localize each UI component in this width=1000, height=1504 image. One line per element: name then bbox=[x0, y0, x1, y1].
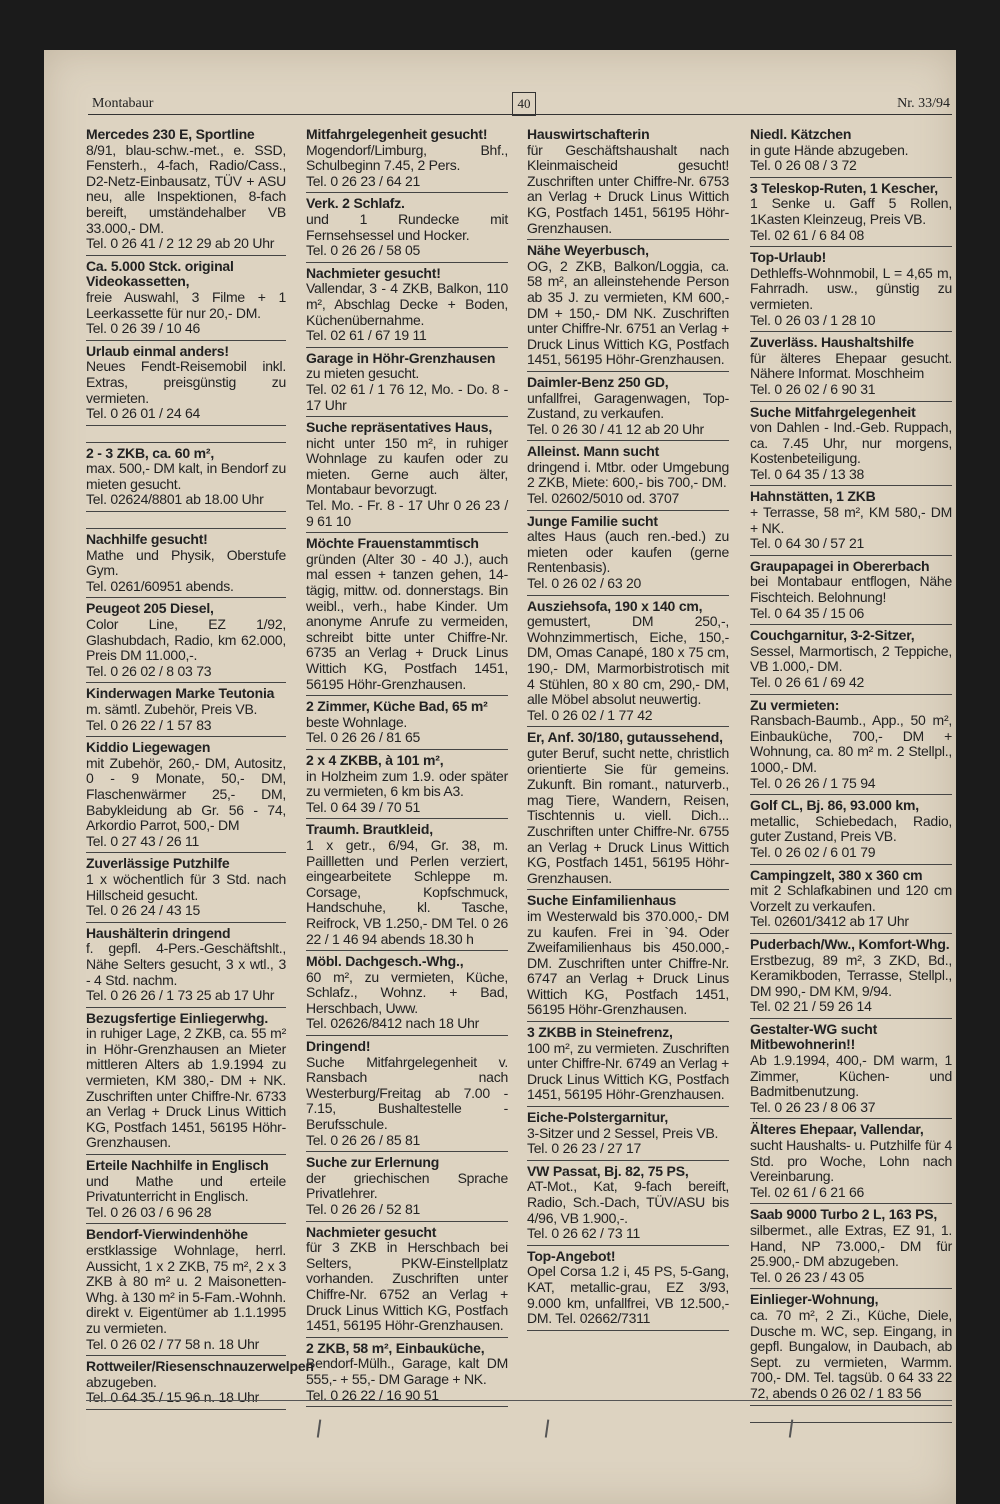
ad-phone: Tel. 0 26 24 / 43 15 bbox=[86, 902, 201, 919]
classified-ad bbox=[306, 752, 508, 819]
ad-body: Suche Mitfahrgelegenheit v. Ransbach nach Westerburg/Freitag ab 7.00 - 7.15, Bushaltestelle - Berufsschule. bbox=[306, 1053, 508, 1133]
ad-body: f. gepfl. 4-Pers.-Geschäftshlt., Nähe Selters gesucht, 3 x wtl., 3 - 4 Std. nachm. bbox=[86, 940, 286, 988]
ad-headline: Alleinst. Mann sucht bbox=[527, 443, 660, 460]
ad-body: erstklassige Wohnlage, herrl. Aussicht, 1 x 2 ZKB, 75 m², 2 x 3 ZKB à 80 m² u. 2 Maisonetten-Whg. à 130 m² in 5-Fam.-Wohnh. direkt v. Eigentümer ab 1.1.1995 zu vermieten. bbox=[86, 1242, 286, 1336]
classified-ad bbox=[750, 334, 952, 401]
classified-ad bbox=[527, 892, 729, 1022]
ad-body: Neues Fendt-Reisemobil inkl. Extras, preisgünstig zu vermieten. bbox=[86, 358, 286, 406]
ad-body: AT-Mot., Kat, 9-fach bereift, Radio, Sch.-Dach, TÜV/ASU bis 4/96, VB 1.900,-. bbox=[527, 1178, 729, 1226]
ad-headline: Top-Urlaub! bbox=[750, 249, 827, 266]
ad-body: 8/91, blau-schw.-met., e. SSD, Fensterh., 4-fach, Radio/Cass., D2-Netz-Einbausatz, TÜV + ASU neu, alle Inspektionen, 8-fach bereift, umständehalber VB 33.000,- DM. bbox=[86, 141, 286, 236]
ad-body: gemustert, DM 250,-, Wohnzimmertisch, Eiche, 150,- DM, Omas Canapé, 180 x 75 cm, 190,- DM, Marmorbistrotisch mit 4 Stühlen, 80 x 80 cm, 290,- DM, alle Möbel absolut neuwertig. bbox=[527, 613, 729, 708]
classified-ad bbox=[750, 627, 952, 694]
ad-phone: Tel. 0 26 30 / 41 12 ab 20 Uhr bbox=[527, 420, 704, 437]
ad-headline: Garage in Höhr-Grenzhausen bbox=[306, 349, 496, 366]
classified-ad bbox=[527, 126, 729, 240]
classified-ad bbox=[86, 855, 286, 922]
classifieds-column-1 bbox=[86, 126, 314, 1412]
ad-body: von Dahlen - Ind.-Geb. Ruppach, ca. 7.45 Uhr, nur morgens, Kostenbeteiligung. bbox=[750, 419, 952, 467]
ad-phone: Tel. 0 26 23 / 43 05 bbox=[750, 1268, 865, 1285]
ad-body: OG, 2 ZKB, Balkon/Loggia, ca. 58 m², an alleinstehende Person ab 35 J. zu vermieten, KM 600,- DM + 150,- DM NK. Zuschriften unter Chiffre-Nr. 6751 an Verlag + Druck Linus Wittich KG, Postfach 1451, 56195 Höhr-Grenzhausen. bbox=[527, 257, 729, 368]
classified-ad bbox=[306, 1224, 508, 1338]
ad-phone: Tel. 0 27 43 / 26 11 bbox=[86, 832, 200, 849]
ad-headline: Golf CL, Bj. 86, 93.000 km, bbox=[750, 797, 919, 814]
classified-ad bbox=[86, 343, 286, 426]
ad-phone: Tel. 0 26 41 / 2 12 29 ab 20 Uhr bbox=[86, 235, 275, 252]
ad-body: zu mieten gesucht. bbox=[306, 365, 420, 382]
classified-ad bbox=[527, 374, 729, 441]
classified-ad bbox=[527, 443, 729, 510]
ad-phone: Tel. 02 61 / 6 21 66 bbox=[750, 1183, 865, 1200]
ad-phone: Tel. Mo. - Fr. 8 - 17 Uhr 0 26 23 / 9 61 10 bbox=[306, 497, 508, 529]
classified-ad bbox=[750, 249, 952, 332]
ad-headline: Ausziehsofa, 190 x 140 cm, bbox=[527, 597, 703, 614]
ad-body: in gute Hände abzugeben. bbox=[750, 141, 909, 158]
classified-ad bbox=[527, 598, 729, 728]
ad-body: + Terrasse, 58 m², KM 580,- DM + NK. bbox=[750, 504, 952, 536]
ad-phone: Tel. 0 64 30 / 57 21 bbox=[750, 535, 865, 552]
ad-phone: Tel. 0 26 26 / 85 81 bbox=[306, 1131, 421, 1148]
classified-ad bbox=[86, 685, 286, 737]
ad-headline: 3 Teleskop-Ruten, 1 Kescher, bbox=[750, 179, 938, 196]
ad-headline: Campingzelt, 380 x 360 cm bbox=[750, 866, 923, 883]
ad-body: ca. 70 m², 2 Zi., Küche, Diele, Dusche m. WC, sep. Eingang, in gepfl. Bungalow, in Daubach, ab Sept. zu vermieten, Warmm. 700,- DM. Tel. tagsüb. 0 64 33 22 72, abends 0 26 02 / 1 83 56 bbox=[750, 1306, 952, 1401]
ad-headline: Mitfahrgelegenheit gesucht! bbox=[306, 126, 488, 142]
ad-headline: Mercedes 230 E, Sportline bbox=[86, 126, 255, 142]
ad-phone: Tel. 0 26 01 / 24 64 bbox=[86, 405, 201, 422]
classified-ad bbox=[306, 1038, 508, 1152]
ad-headline: VW Passat, Bj. 82, 75 PS, bbox=[527, 1162, 689, 1179]
ad-phone: Tel. 0 64 39 / 70 51 bbox=[306, 798, 421, 815]
pencil-mark-icon bbox=[545, 1420, 555, 1439]
ad-phone: Tel. 0 26 23 / 64 21 bbox=[306, 172, 421, 189]
ad-headline: Suche Mitfahrgelegenheit bbox=[750, 403, 916, 420]
classified-ad bbox=[750, 797, 952, 864]
classified-ad bbox=[750, 126, 952, 178]
ad-phone: Tel. 02624/8801 ab 18.00 Uhr bbox=[86, 491, 264, 508]
ad-phone: Tel. 0 26 22 / 1 57 83 bbox=[86, 716, 212, 733]
ad-phone: Tel. 0 26 02 / 8 03 73 bbox=[86, 662, 212, 679]
ad-body: der griechischen Sprache Privatlehrer. bbox=[306, 1169, 508, 1202]
ad-body: Opel Corsa 1.2 i, 45 PS, 5-Gang, KAT, metallic-grau, EZ 3/93, 9.000 km, unfallfrei, VB 12.500,- DM. Tel. 02662/7311 bbox=[527, 1263, 729, 1327]
ad-phone: Tel. 0 64 35 / 13 38 bbox=[750, 465, 865, 482]
issue-number: Nr. 33/94 bbox=[897, 96, 950, 111]
classifieds-column-4 bbox=[750, 126, 952, 1425]
ad-headline: Suche Einfamilienhaus bbox=[527, 892, 677, 909]
ad-phone: Tel. 0 26 26 / 52 81 bbox=[306, 1201, 421, 1217]
ad-headline: Kinderwagen Marke Teutonia bbox=[86, 685, 275, 702]
ad-body: dringend i. Mtbr. oder Umgebung 2 ZKB, Miete: 600,- bis 700,- DM. bbox=[527, 458, 729, 491]
ad-body: sucht Haushalts- u. Putzhilfe für 4 Std. pro Woche, Lohn nach Vereinbarung. bbox=[750, 1137, 952, 1185]
ad-phone: Tel. 0 26 02 / 1 77 42 bbox=[527, 706, 653, 723]
classified-ad bbox=[306, 126, 508, 193]
ad-headline: Möchte Frauenstammtisch bbox=[306, 535, 479, 552]
classified-ad bbox=[750, 180, 952, 247]
ad-headline: Zu vermieten: bbox=[750, 696, 840, 713]
ad-body: metallic, Schiebedach, Radio, guter Zustand, Preis VB. bbox=[750, 812, 952, 845]
ad-body: silbermet., alle Extras, EZ 91, 1. Hand, NP 73.000,- DM für 25.900,- DM abzugeben. bbox=[750, 1222, 952, 1270]
ad-body: mit 2 Schlafkabinen und 120 cm Vorzelt zu verkaufen. bbox=[750, 882, 952, 914]
header-rule bbox=[88, 114, 952, 115]
ad-headline: Verk. 2 Schlafz. bbox=[306, 195, 405, 212]
ad-headline: Hauswirtschafterin bbox=[527, 126, 650, 142]
ad-phone: Tel. 0 26 26 / 1 73 25 ab 17 Uhr bbox=[86, 987, 275, 1004]
ad-body: abzugeben. bbox=[86, 1373, 157, 1390]
classified-ad bbox=[306, 265, 508, 348]
ad-headline: Niedl. Kätzchen bbox=[750, 126, 852, 142]
ad-phone: Tel. 0 26 23 / 8 06 37 bbox=[750, 1098, 876, 1115]
classified-ad bbox=[306, 350, 508, 417]
ad-phone: Tel. 0 64 35 / 15 06 bbox=[750, 604, 865, 621]
classified-ad bbox=[527, 513, 729, 596]
ad-headline: Bezugsfertige Einliegerwhg. bbox=[86, 1009, 269, 1026]
classified-ad bbox=[86, 1010, 286, 1155]
ad-body: guter Beruf, sucht nette, christlich orientierte Sie für gemeins. Zukunft. Bin romant., naturverb., mag Tiere, Wandern, Reisen, Tischtennis u. viell. Dich... Zuschriften unter Chiffre-Nr. 6755 an Verlag + Druck Linus Wittich KG, Postfach 1451, 56195 Höhr-Grenzhausen. bbox=[527, 744, 729, 886]
classified-ad bbox=[750, 1291, 952, 1405]
ad-headline: Möbl. Dachgesch.-Whg., bbox=[306, 953, 464, 970]
ad-body: und 1 Rundecke mit Fernsehsessel und Hocker. bbox=[306, 210, 508, 243]
ad-body: unfallfrei, Garagenwagen, Top-Zustand, zu verkaufen. bbox=[527, 389, 729, 422]
page-number: 40 bbox=[512, 92, 536, 116]
ad-body: 3-Sitzer und 2 Sessel, Preis VB. bbox=[527, 1124, 719, 1141]
ad-headline: Graupapagei in Obererbach bbox=[750, 557, 930, 574]
ad-headline: Saab 9000 Turbo 2 L, 163 PS, bbox=[750, 1206, 938, 1223]
ad-phone: Tel. 0 26 02 / 6 90 31 bbox=[750, 380, 876, 397]
ad-body: Color Line, EZ 1/92, Glashubdach, Radio, km 62.000, Preis DM 11.000,-. bbox=[86, 616, 286, 664]
ad-headline: Er, Anf. 30/180, gutaussehend, bbox=[527, 729, 723, 746]
classified-ad bbox=[86, 925, 286, 1008]
ad-body: für älteres Ehepaar gesucht. Nähere Informat. Moschheim bbox=[750, 349, 952, 382]
ad-body: und Mathe und erteile Privatunterricht in Englisch. bbox=[86, 1172, 286, 1205]
ad-phone: Tel. 0 26 02 / 6 01 79 bbox=[750, 843, 876, 860]
ad-phone: Tel. 02 61 / 1 76 12, Mo. - Do. 8 - 17 Uhr bbox=[306, 380, 508, 413]
classified-ad bbox=[306, 1340, 508, 1407]
ad-headline: Urlaub einmal anders! bbox=[86, 342, 229, 359]
ad-body: beste Wohnlage. bbox=[306, 713, 408, 730]
ad-headline: Haushälterin dringend bbox=[86, 924, 231, 941]
classified-ad bbox=[750, 404, 952, 487]
classified-ad bbox=[306, 535, 508, 696]
classified-ad bbox=[750, 1021, 952, 1120]
ad-phone: Tel. 02602/5010 od. 3707 bbox=[527, 490, 680, 507]
ad-body: 60 m², zu vermieten, Küche, Schlafz., Wohnz. + Bad, Herschbach, Uww. bbox=[306, 968, 508, 1016]
header-location: Montabaur bbox=[92, 96, 154, 111]
ad-headline: Suche repräsentatives Haus, bbox=[306, 419, 493, 436]
classified-ad bbox=[306, 419, 508, 533]
ad-phone: Tel. 0 26 26 / 81 65 bbox=[306, 729, 421, 746]
ad-headline: Eiche-Polstergarnitur, bbox=[527, 1109, 669, 1126]
ad-body: Sessel, Marmortisch, 2 Teppiche, VB 1.000,- DM. bbox=[750, 642, 952, 675]
ad-body: max. 500,- DM kalt, in Bendorf zu mieten gesucht. bbox=[86, 460, 286, 492]
ad-phone: Tel. 02601/3412 ab 17 Uhr bbox=[750, 913, 909, 930]
ad-headline: Junge Familie sucht bbox=[527, 512, 658, 529]
classified-ad bbox=[306, 698, 508, 750]
ad-headline: Hahnstätten, 1 ZKB bbox=[750, 488, 876, 505]
ad-headline: Gestalter-WG sucht Mitbewohnerin!! bbox=[750, 1020, 878, 1053]
ad-body: Erstbezug, 89 m², 3 ZKD, Bd., Keramikboden, Terrasse, Stellpl., DM 990,- DM KM, 9/94. bbox=[750, 951, 952, 999]
ad-headline: Einlieger-Wohnung, bbox=[750, 1291, 879, 1308]
classified-ad bbox=[527, 1163, 729, 1246]
classified-ad bbox=[527, 242, 729, 372]
ad-body: altes Haus (auch ren.-bed.) zu mieten oder kaufen (gerne Rentenbasis). bbox=[527, 528, 729, 576]
classified-ad bbox=[306, 1154, 508, 1221]
ad-headline: Nachhilfe gesucht! bbox=[86, 531, 208, 548]
classified-ad bbox=[306, 821, 508, 951]
binding-marks bbox=[0, 1420, 1000, 1460]
ad-body: Ransbach-Baumb., App., 50 m², Einbauküche, 700,- DM + Wohnung, ca. 80 m² m. 2 Stellpl., 1000,- DM. bbox=[750, 712, 952, 775]
classified-ad bbox=[750, 1206, 952, 1289]
ad-body: Vallendar, 3 - 4 ZKB, Balkon, 110 m², Abschlag Decke + Boden, Küchenübernahme. bbox=[306, 280, 508, 328]
ad-phone: Tel. 0 26 39 / 10 46 bbox=[86, 320, 201, 337]
classified-ad bbox=[86, 1157, 286, 1224]
ad-body: im Westerwald bis 370.000,- DM zu kaufen. Frei in `94. Oder Zweifamilienhaus bis 450.000,- DM. Zuschriften unter Chiffre-Nr. 6747 an Verlag + Druck Linus Wittich KG, Postfach 1451, 56195 Höhr-Grenzhausen. bbox=[527, 907, 729, 1018]
ad-headline: 2 x 4 ZKBB, à 101 m², bbox=[306, 751, 444, 768]
ad-body: m. sämtl. Zubehör, Preis VB. bbox=[86, 701, 258, 717]
classified-ad bbox=[86, 739, 286, 853]
classified-ad bbox=[86, 1226, 286, 1356]
ad-phone: Tel. 0 26 23 / 27 17 bbox=[527, 1140, 642, 1157]
empty-ad-slot bbox=[86, 428, 286, 443]
ad-phone: Tel. 0 26 02 / 77 58 n. 18 Uhr bbox=[86, 1335, 260, 1352]
ad-headline: 2 ZKB, 58 m², Einbauküche, bbox=[306, 1339, 485, 1356]
classifieds-column-2 bbox=[306, 126, 508, 1409]
ad-body: Mathe und Physik, Oberstufe Gym. bbox=[86, 546, 286, 579]
page-header bbox=[88, 92, 952, 118]
ad-body: freie Auswahl, 3 Filme + 1 Leerkassette für nur 20,- DM. bbox=[86, 288, 286, 321]
rule-line bbox=[86, 1400, 952, 1401]
classifieds-column-3 bbox=[527, 126, 729, 1333]
ad-body: gründen (Alter 30 - 40 J.), auch mal essen + tanzen gehen, 14-tägig, mittw. od. donnerstags. Bin weibl., verh., habe Kinder. Um anonyme Anrufe zu vermeiden, schreibt bitte unter Chiffre-Nr. 6735 an Verlag + Druck Linus Wittich KG, Postfach 1451, 56195 Höhr-Grenzhausen. bbox=[306, 550, 508, 692]
ad-body: 100 m², zu vermieten. Zuschriften unter Chiffre-Nr. 6749 an Verlag + Druck Linus Wittich KG, Postfach 1451, 56195 Höhr-Grenzhausen. bbox=[527, 1039, 729, 1103]
ad-phone: Tel. 02 61 / 6 84 08 bbox=[750, 226, 865, 243]
ad-body: Mogendorf/Limburg, Bhf., Schulbeginn 7.45, 2 Pers. bbox=[306, 141, 508, 174]
ad-headline: Älteres Ehepaar, Vallendar, bbox=[750, 1121, 924, 1138]
ad-headline: Zuverlässige Putzhilfe bbox=[86, 855, 230, 872]
ad-phone: Tel. 0 26 22 / 16 90 51 bbox=[306, 1386, 439, 1403]
ad-headline: Daimler-Benz 250 GD, bbox=[527, 373, 669, 390]
ad-phone: Tel. 0 64 35 / 15 96 n. 18 Uhr bbox=[86, 1389, 260, 1406]
ad-headline: Nachmieter gesucht! bbox=[306, 264, 441, 281]
classified-ad bbox=[86, 126, 286, 256]
ad-phone: Tel. 0261/60951 abends. bbox=[86, 577, 234, 594]
ad-phone: Tel. 0 26 26 / 58 05 bbox=[306, 242, 421, 259]
ad-headline: Top-Angebot! bbox=[527, 1247, 616, 1264]
ad-headline: Nähe Weyerbusch, bbox=[527, 242, 649, 259]
classified-ad bbox=[527, 1248, 729, 1331]
classified-ad bbox=[527, 1024, 729, 1107]
classified-ad bbox=[86, 600, 286, 683]
ad-body: in ruhiger Lage, 2 ZKB, ca. 55 m² in Höhr-Grenzhausen an Mieter mittleren Alters ab 1.9.1994 zu vermieten, KM 380,- DM + NK. Zuschriften unter Chiffre-Nr. 6733 an Verlag + Druck Linus Wittich KG, Postfach 1451, 56195 Höhr-Grenzhausen. bbox=[86, 1025, 286, 1151]
classified-ad bbox=[86, 531, 286, 598]
ad-headline: Kiddio Liegewagen bbox=[86, 739, 211, 756]
classified-ad bbox=[750, 867, 952, 934]
classified-ad bbox=[86, 445, 286, 512]
ad-body: 1 x getr., 6/94, Gr. 38, m. Paillletten und Perlen verziert, eingearbeitete Schleppe m. Corsage, Kopfschmuck, Handschuhe, kl. Tasche, Reifrock, VB 1.250,- DM Tel. 0 26 22 / 1 46 94 abends 18.30 h bbox=[306, 836, 508, 947]
ad-phone: Tel. 02 61 / 67 19 11 bbox=[306, 327, 427, 344]
ad-headline: Suche zur Erlernung bbox=[306, 1154, 440, 1171]
ad-phone: Tel. 0 26 08 / 3 72 bbox=[750, 157, 857, 174]
classified-ad bbox=[750, 936, 952, 1019]
ad-body: Ab 1.9.1994, 400,- DM warm, 1 Zimmer, Küchen- und Badmitbenutzung. bbox=[750, 1052, 952, 1100]
pencil-mark-icon bbox=[317, 1420, 327, 1439]
ad-body: Dethleffs-Wohnmobil, L = 4,65 m, Fahrradh. usw., günstig zu vermieten. bbox=[750, 264, 952, 312]
ad-headline: Rottweiler/Riesenschnauzerwelpen bbox=[86, 1358, 314, 1375]
ad-body: Bendorf-Mülh., Garage, kalt DM 555,- + 55,- DM Garage + NK. bbox=[306, 1355, 508, 1387]
ad-headline: 3 ZKBB in Steinefrenz, bbox=[527, 1024, 673, 1041]
bottom-rules bbox=[86, 1400, 952, 1407]
classified-ad bbox=[750, 697, 952, 796]
ad-headline: Erteile Nachhilfe in Englisch bbox=[86, 1157, 269, 1174]
ad-headline: Couchgarnitur, 3-2-Sitzer, bbox=[750, 627, 915, 644]
ad-body: für 3 ZKB in Herschbach bei Selters, PKW-Einstellplatz vorhanden. Zuschriften unter Chiffre-Nr. 6752 an Verlag + Druck Linus Wittich KG, Postfach 1451, 56195 Höhr-Grenzhausen. bbox=[306, 1239, 508, 1334]
ad-headline: Traumh. Brautkleid, bbox=[306, 821, 433, 838]
ad-body: für Geschäftshaushalt nach Kleinmaischeid gesucht! Zuschriften unter Chiffre-Nr. 6753 an Verlag + Druck Linus Wittich KG, Postfach 1451, 56195 Höhr-Grenzhausen. bbox=[527, 141, 729, 236]
ad-phone: Tel. 0 26 02 / 63 20 bbox=[527, 575, 642, 592]
classified-ad bbox=[527, 729, 729, 890]
ad-phone: Tel. 02626/8412 nach 18 Uhr bbox=[306, 1015, 480, 1032]
classified-ad bbox=[306, 953, 508, 1036]
classified-ad bbox=[86, 258, 286, 341]
ad-headline: Bendorf-Vierwindenhöhe bbox=[86, 1226, 248, 1243]
ad-phone: Tel. 0 26 26 / 1 75 94 bbox=[750, 774, 876, 791]
ad-body: mit Zubehör, 260,- DM, Autositz, 0 - 9 Monate, 50,- DM, Flaschenwärmer 25,- DM, Babykleidung ab Gr. 56 - 74, Arkordio Parrot, 500,- DM bbox=[86, 754, 286, 834]
empty-ad-slot bbox=[86, 514, 286, 529]
ad-body: bei Montabaur entflogen, Nähe Fischteich. Belohnung! bbox=[750, 573, 952, 606]
ad-body: in Holzheim zum 1.9. oder später zu vermieten, 6 km bis A3. bbox=[306, 767, 508, 800]
ad-body: 1 Senke u. Gaff 5 Rollen, 1Kasten Kleinzeug, Preis VB. bbox=[750, 195, 952, 227]
ad-headline: Peugeot 205 Diesel, bbox=[86, 600, 214, 617]
ad-phone: Tel. 0 26 62 / 73 11 bbox=[527, 1225, 641, 1242]
classified-ad bbox=[750, 488, 952, 555]
ad-headline: Nachmieter gesucht bbox=[306, 1223, 437, 1240]
ad-phone: Tel. 0 26 03 / 6 96 28 bbox=[86, 1203, 212, 1220]
ad-phone: Tel. 0 26 61 / 69 42 bbox=[750, 674, 865, 690]
ad-body: 1 x wöchentlich für 3 Std. nach Hillscheid gesucht. bbox=[86, 870, 286, 903]
classified-ad bbox=[750, 558, 952, 625]
classified-ad bbox=[750, 1121, 952, 1204]
ad-body: nicht unter 150 m², in ruhiger Wohnlage zu kaufen oder zu mieten. Gerne auch älter, Montabaur bevorzugt. bbox=[306, 434, 508, 498]
ad-headline: Zuverläss. Haushaltshilfe bbox=[750, 334, 914, 351]
classified-ad bbox=[527, 1109, 729, 1161]
ad-headline: 2 Zimmer, Küche Bad, 65 m² bbox=[306, 698, 488, 715]
ad-headline: Dringend! bbox=[306, 1038, 371, 1055]
pencil-mark-icon bbox=[789, 1420, 799, 1439]
ad-phone: Tel. 0 26 03 / 1 28 10 bbox=[750, 311, 876, 328]
ad-headline: Ca. 5.000 Stck. original Videokassetten, bbox=[86, 257, 234, 290]
ad-headline: Puderbach/Ww., Komfort-Whg. bbox=[750, 935, 950, 952]
ad-phone: Tel. 02 21 / 59 26 14 bbox=[750, 998, 872, 1015]
classified-ad bbox=[306, 195, 508, 262]
ad-headline: 2 - 3 ZKB, ca. 60 m², bbox=[86, 444, 215, 461]
